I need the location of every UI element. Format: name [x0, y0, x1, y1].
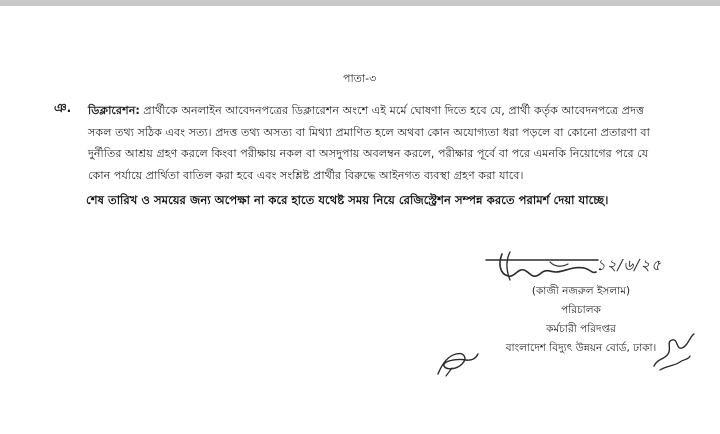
declaration-clause [54, 100, 674, 186]
signatory-name: (কাজী নজরুল ইসলাম) [531, 285, 631, 297]
signatory-organization: বাংলাদেশ বিদ্যুৎ উন্নয়ন বোর্ড, ঢাকা। [505, 342, 657, 354]
signature-date: ১২/৬/২৫ [596, 256, 662, 274]
clause-line-1 [88, 100, 674, 122]
signatory-department: কর্মচারী পরিদপ্তর [546, 323, 616, 335]
page-number: পাতা-৩ [343, 72, 377, 85]
clause-body [88, 100, 674, 186]
registration-notice: শেষ তারিখ ও সময়ের জন্য অপেক্ষা না করে হাতে যথেষ্ট সময় নিয়ে রেজিস্ট্রেশন সম্পন্ন করতে পরামর্শ দেয়া যাচ্ছে। [86, 193, 609, 207]
clause-line-4: কোন পর্যায়ে প্রার্থিতা বাতিল করা হবে এবং সংশ্লিষ্ট প্রার্থীর বিরুদ্ধে আইনগত ব্যবস্থা গ্রহণ করা যাবে। [88, 168, 524, 182]
signatory-designation: পরিচালক [561, 304, 601, 316]
clause-line-1-text: প্রার্থীকে অনলাইন আবেদনপত্রের ডিক্লারেশন অংশে এই মর্মে ঘোষণা দিতে হবে যে, প্রার্থী কর্তৃক আবেদনপত্রে প্রদত্ত [139, 104, 644, 117]
top-border-rule [0, 0, 720, 6]
clause-line-2: সকল তথ্য সঠিক এবং সত্য। প্রদত্ত তথ্য অসত্য বা মিথ্যা প্রমাণিত হলে অথবা কোন অযোগ্যতা ধরা পড়লে বা কোনো প্রতারণা বা [88, 125, 650, 139]
initial-signature-left [432, 346, 482, 380]
clause-line-3: দুর্নীতির আশ্রয় গ্রহণ করলে কিংবা পরীক্ষায় নকল বা অসদুপায় অবলম্বন করলে, পরীক্ষার পূর্বে বা পরে এমনকি নিয়োগের পরে যে [88, 147, 649, 160]
clause-heading: ডিক্লারেশন: [88, 104, 140, 117]
clause-marker: ঞ. [54, 101, 72, 115]
initial-signature-right [650, 330, 698, 374]
